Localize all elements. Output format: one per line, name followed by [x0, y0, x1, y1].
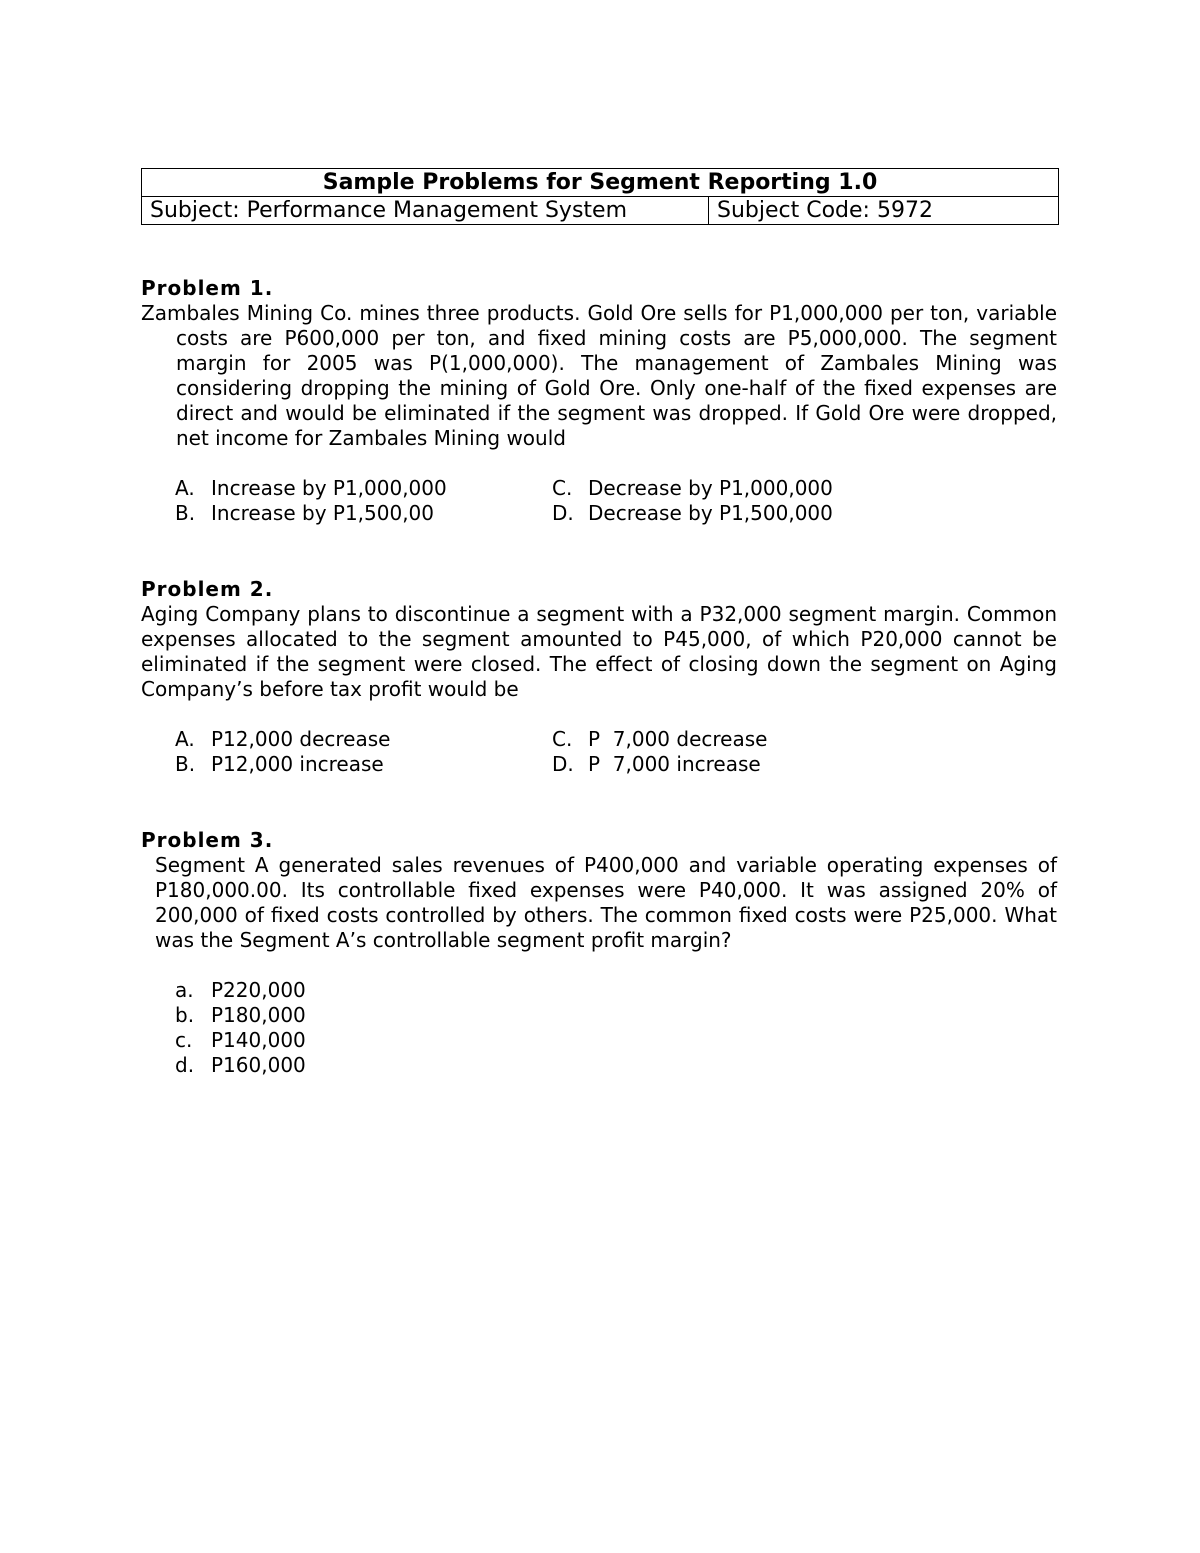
- choice-a: a. P220,000: [175, 978, 306, 1002]
- choice-a: A. P12,000 decrease: [175, 727, 391, 751]
- problem-heading: Problem 3.: [141, 828, 274, 852]
- document-header-table: [141, 168, 1059, 225]
- document-title: Sample Problems for Segment Reporting 1.0: [142, 169, 1059, 197]
- choice-b: B. P12,000 increase: [175, 752, 384, 776]
- subject-code-cell: Subject Code: 5972: [709, 197, 1059, 225]
- answer-choices: [175, 978, 1057, 1078]
- subject-cell: Subject: Performance Management System: [142, 197, 709, 225]
- answer-choices: [175, 476, 1057, 526]
- choice-c: c. P140,000: [175, 1028, 306, 1052]
- problem-text: Zambales Mining Co. mines three products. Gold Ore sells for P1,000,000 per ton, variable costs are P600,000 per ton, and fixed mining costs are P5,000,000. The segment margin for 2005 was P(1,000,000). The management of Zambales Mining was considering dropping the mining of Gold Ore. Only one-half of the fixed expenses are direct and would be eliminated if the segment was dropped. If Gold Ore were dropped, net income for Zambales Mining would: [141, 301, 1057, 450]
- problem-text: Aging Company plans to discontinue a segment with a P32,000 segment margin. Common expenses allocated to the segment amounted to P45,000, of which P20,000 cannot be eliminated if the segment were closed. The effect of closing down the segment on Aging Company’s before tax profit would be: [141, 602, 1057, 701]
- choice-b: B. Increase by P1,500,00: [175, 501, 435, 525]
- choice-d: D. P 7,000 increase: [552, 752, 761, 776]
- problem-1: [141, 276, 1057, 526]
- answer-choices: [175, 727, 1057, 777]
- problem-heading: Problem 2.: [141, 577, 274, 601]
- problem-text: Segment A generated sales revenues of P400,000 and variable operating expenses of P180,000.00. Its controllable fixed expenses were P40,000. It was assigned 20% of 200,000 of fixed costs controlled by others. The common fixed costs were P25,000. What was the Segment A’s controllable segment profit margin?: [155, 853, 1057, 952]
- problem-heading: Problem 1.: [141, 276, 274, 300]
- choice-a: A. Increase by P1,000,000: [175, 476, 447, 500]
- problem-3: [141, 828, 1057, 1078]
- choice-d: d. P160,000: [175, 1053, 306, 1077]
- choice-d: D. Decrease by P1,500,000: [552, 501, 833, 525]
- choice-c: C. Decrease by P1,000,000: [552, 476, 833, 500]
- choice-b: b. P180,000: [175, 1003, 306, 1027]
- problem-2: [141, 577, 1057, 777]
- choice-c: C. P 7,000 decrease: [552, 727, 768, 751]
